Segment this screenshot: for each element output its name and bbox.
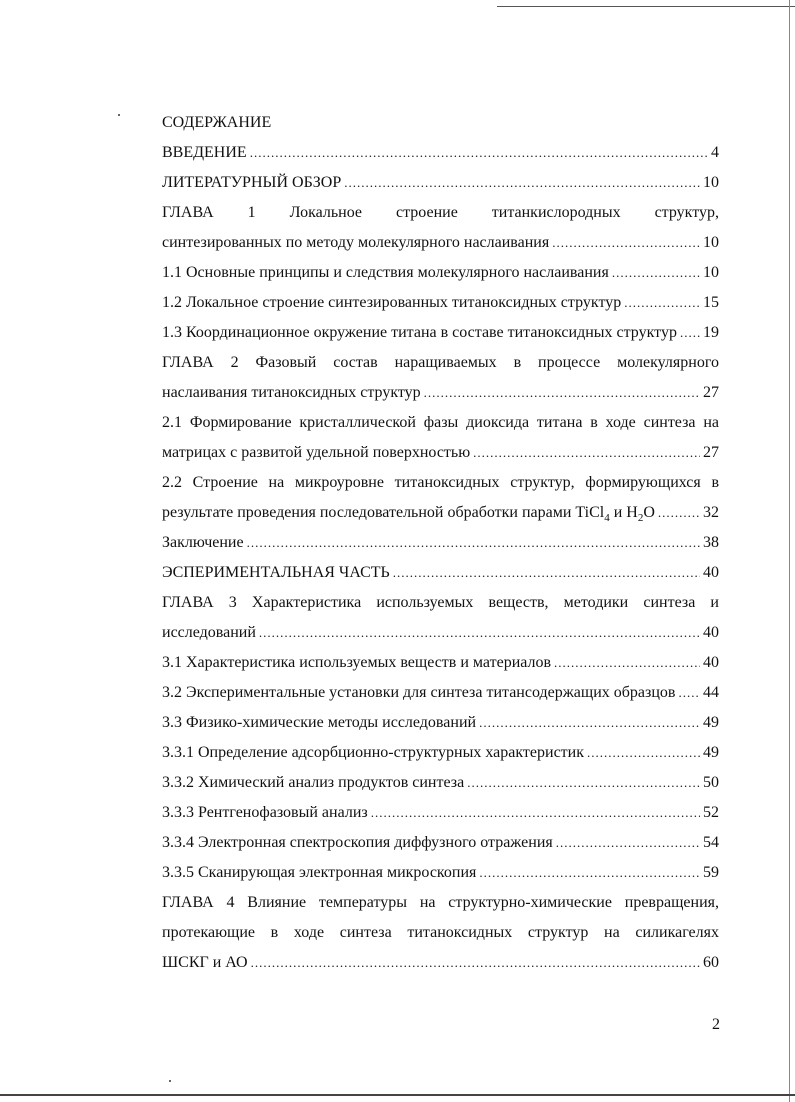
toc-entry-text: матрицах с развитой удельной поверхностью (162, 444, 471, 461)
toc-entry-line: ГЛАВА 1 Локальное строение титанкислородных структур, (162, 204, 719, 221)
toc-entry-page: 27 (703, 384, 719, 401)
dot-leader (467, 768, 700, 798)
dot-leader (552, 228, 700, 258)
toc-entry-page: 49 (703, 714, 719, 731)
toc-entry-page: 15 (703, 294, 719, 311)
dot-leader (479, 858, 700, 888)
page-number: 2 (712, 1016, 720, 1033)
toc-entry-page: 54 (703, 834, 719, 851)
scan-edge-top (497, 6, 795, 7)
toc-entry-text: ВВЕДЕНИЕ (162, 144, 247, 161)
scan-edge-right (789, 0, 790, 1102)
toc-entry-conclusion[interactable] (162, 528, 719, 558)
toc-entry-text: 1.3 Координационное окружение титана в составе титаноксидных структур (162, 324, 677, 341)
toc-entry-text: 1.1 Основные принципы и следствия молекулярного наслаивания (162, 264, 609, 281)
toc-entry-page: 44 (703, 684, 719, 701)
toc-entry-text: Заключение (162, 534, 244, 551)
toc-entry-literature-review[interactable] (162, 168, 719, 198)
toc-entry-3-3[interactable] (162, 708, 719, 738)
toc-entry-page: 19 (703, 324, 719, 341)
dot-leader (393, 558, 700, 588)
toc-entry-line: протекающие в ходе синтеза титаноксидных структур на силикагелях (162, 924, 719, 941)
scan-edge-bottom (0, 1094, 795, 1096)
toc-entry-chapter-3[interactable] (162, 588, 719, 648)
toc-entry-page: 10 (703, 264, 719, 281)
toc-entry-text: ЭСПЕРИМЕНТАЛЬНАЯ ЧАСТЬ (162, 564, 390, 581)
toc-entry-3-3-4[interactable] (162, 828, 719, 858)
toc-entry-experimental-part[interactable] (162, 558, 719, 588)
toc-entry-1-1[interactable] (162, 258, 719, 288)
toc-entry-page: 10 (703, 234, 719, 251)
dot-leader (344, 168, 700, 198)
dot-leader (371, 798, 700, 828)
dot-leader (658, 498, 700, 528)
toc-entry-3-3-3[interactable] (162, 798, 719, 828)
toc-entry-text: 3.3.3 Рентгенофазовый анализ (162, 804, 368, 821)
dot-leader (587, 738, 700, 768)
table-of-contents (162, 108, 719, 978)
toc-entry-line: ГЛАВА 4 Влияние температуры на структурно-химические превращения, (162, 894, 719, 911)
toc-entry-page: 27 (703, 444, 719, 461)
toc-entry-line: 2.2 Строение на микроуровне титаноксидных структур, формирующихся в (162, 474, 719, 491)
dot-leader (678, 678, 700, 708)
toc-entry-text: 3.3.5 Сканирующая электронная микроскопия (162, 864, 477, 881)
toc-entry-text: 3.3.2 Химический анализ продуктов синтеза (162, 774, 465, 791)
toc-entry-page: 40 (703, 564, 719, 581)
toc-entry-1-3[interactable] (162, 318, 719, 348)
dot-leader (680, 318, 700, 348)
toc-entry-page: 4 (711, 144, 719, 161)
toc-entry-3-2[interactable] (162, 678, 719, 708)
dot-leader (424, 378, 700, 408)
toc-entry-chapter-1[interactable] (162, 198, 719, 258)
toc-entry-text: 3.2 Экспериментальные установки для синтеза титансодержащих образцов (162, 684, 676, 701)
toc-entry-line: 2.1 Формирование кристаллической фазы диоксида титана в ходе синтеза на (162, 414, 719, 431)
toc-entry-chapter-4[interactable] (162, 888, 719, 978)
toc-entry-2-2[interactable] (162, 468, 719, 528)
toc-entry-3-3-1[interactable] (162, 738, 719, 768)
toc-entry-page: 49 (703, 744, 719, 761)
scan-speck (169, 1080, 171, 1082)
toc-entry-page: 60 (703, 954, 719, 971)
toc-entry-3-3-5[interactable] (162, 858, 719, 888)
dot-leader (556, 828, 700, 858)
dot-leader (247, 528, 700, 558)
toc-entry-text: ШСКГ и АО (162, 954, 248, 971)
dot-leader (251, 948, 700, 978)
toc-entry-page: 40 (703, 654, 719, 671)
toc-entry-2-1[interactable] (162, 408, 719, 468)
toc-entry-page: 50 (703, 774, 719, 791)
dot-leader (554, 648, 700, 678)
dot-leader (624, 288, 700, 318)
dot-leader (473, 438, 700, 468)
toc-entry-3-1[interactable] (162, 648, 719, 678)
toc-entry-text: исследований (162, 624, 256, 641)
toc-entry-text: 3.3 Физико-химические методы исследований (162, 714, 477, 731)
toc-entry-page: 10 (703, 174, 719, 191)
toc-entry-text: 1.2 Локальное строение синтезированных титаноксидных структур (162, 294, 622, 311)
toc-entry-text: 3.3.4 Электронная спектроскопия диффузного отражения (162, 834, 553, 851)
toc-title: СОДЕРЖАНИЕ (162, 114, 272, 131)
dot-leader (250, 138, 708, 168)
toc-entry-page: 40 (703, 624, 719, 641)
toc-entry-page: 52 (703, 804, 719, 821)
toc-entry-page: 59 (703, 864, 719, 881)
toc-entry-chapter-2[interactable] (162, 348, 719, 408)
toc-entry-text: ЛИТЕРАТУРНЫЙ ОБЗОР (162, 174, 342, 191)
toc-entry-text: 3.3.1 Определение адсорбционно-структурных характеристик (162, 744, 584, 761)
dot-leader (612, 258, 700, 288)
toc-entry-text: наслаивания титаноксидных структур (162, 384, 421, 401)
dot-leader (479, 708, 700, 738)
dot-leader (259, 618, 700, 648)
scan-speck (118, 114, 120, 116)
toc-entry-line: ГЛАВА 2 Фазовый состав наращиваемых в процессе молекулярного (162, 354, 719, 371)
toc-entry-text: результате проведения последовательной обработки парами TiCl$_4$ и $H_2O$ (162, 504, 655, 524)
toc-entry-1-2[interactable] (162, 288, 719, 318)
toc-entry-page: 32 (703, 504, 719, 521)
toc-entry-page: 38 (703, 534, 719, 551)
toc-entry-introduction[interactable] (162, 138, 719, 168)
toc-entry-text: 3.1 Характеристика используемых веществ и материалов (162, 654, 552, 671)
toc-entry-text: синтезированных по методу молекулярного наслаивания (162, 234, 550, 251)
toc-entry-line: ГЛАВА 3 Характеристика используемых веществ, методики синтеза и (162, 594, 719, 611)
toc-entry-3-3-2[interactable] (162, 768, 719, 798)
